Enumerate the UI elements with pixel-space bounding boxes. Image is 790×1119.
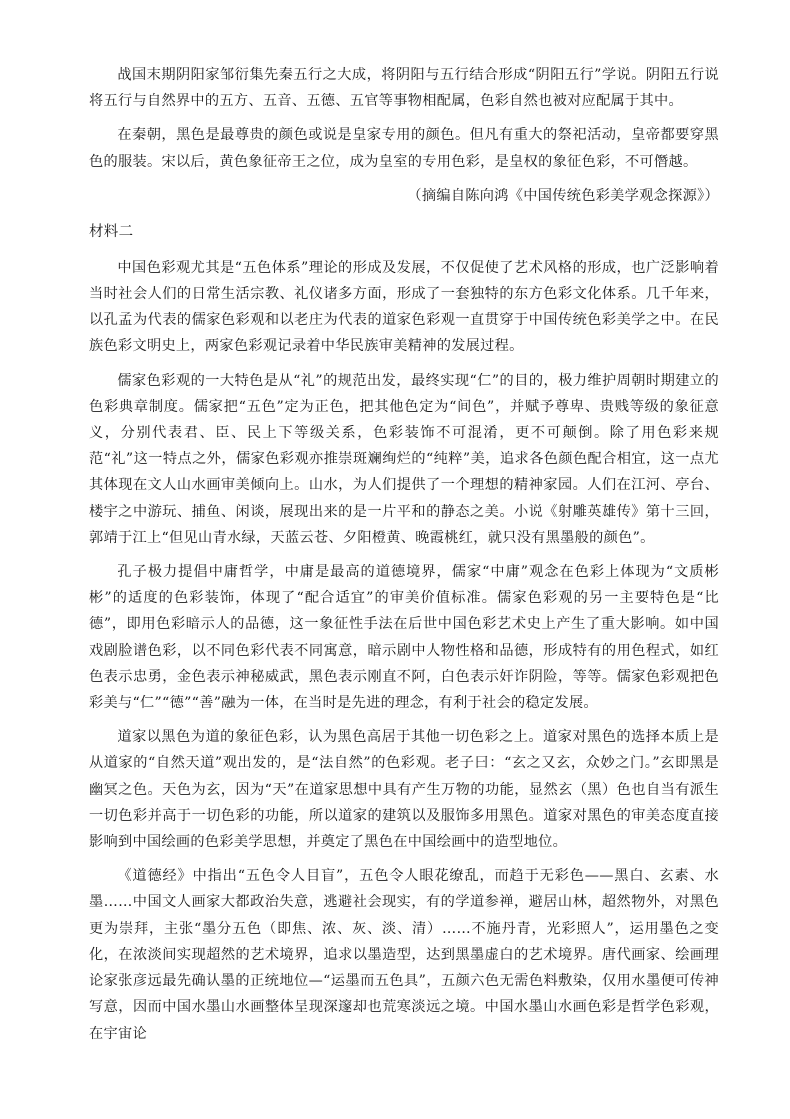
document-page: [89, 62, 719, 1055]
intro-paragraph-2: 在秦朝，黑色是最尊贵的颜色或说是皇家专用的颜色。但凡有重大的祭祀活动，皇帝都要穿黑色的服装。宋以后，黄色象征帝王之位，成为皇室的专用色彩，是皇权的象征色彩，不可僭越。: [89, 127, 719, 170]
material2-paragraph-5: 《道德经》中指出“五色令人目盲”，五色令人眼花缭乱，而趋于无彩色——黑白、玄素、水墨……中国文人画家大都政治失意，逃避社会现实，有的学道参禅，避居山林，超然物外，对黑色更为崇拜，主张“墨分五色（即焦、浓、灰、淡、清）……不施丹青，光彩照人”，运用墨色之变化，在浓淡间实现超然的艺术境界，追求以墨造型，达到黑墨虚白的艺术境界。唐代画家、绘画理论家张彦远最先确认墨的正统地位—“运墨而五色具”，五颜六色无需色料敷染，仅用水墨便可传神写意，因而中国水墨山水画整体呈现深邃却也荒寒淡远之境。中国水墨山水画色彩是哲学色彩观，在宇宙论: [89, 868, 719, 1042]
material2-paragraph-2: 儒家色彩观的一大特色是从“礼”的规范出发，最终实现“仁”的目的，极力维护周朝时期建立的色彩典章制度。儒家把“五色”定为正色，把其他色定为“间色”，并赋予尊卑、贵贱等级的象征意义，分别代表君、臣、民上下等级关系，色彩装饰不可混淆，更不可颠倒。除了用色彩来规范“礼”这一特点之外，儒家色彩观亦推崇斑斓绚烂的“纯粹”美，追求各色颜色配合相宜，这一点尤其体现在文人山水画审美倾向上。山水，为人们提供了一个理想的精神家园。人们在江河、亭台、楼宇之中游玩、捕鱼、闲谈，展现出来的是一片平和的静态之美。小说《射雕英雄传》第十三回，郭靖于江上“但见山青水绿，天蓝云苍、夕阳橙黄、晚霞桃红，就只没有黑墨般的颜色”。: [89, 372, 719, 546]
material2-paragraph-4: 道家以黑色为道的象征色彩，认为黑色高居于其他一切色彩之上。道家对黑色的选择本质上是从道家的“自然天道”观出发的，是“法自然”的色彩观。老子曰：“玄之又玄，众妙之门。”玄即黑是幽冥之色。天色为玄，因为“天”在道家思想中具有产生万物的功能，显然玄（黑）色也自当有派生一切色彩并高于一切色彩的功能，所以道家的建筑以及服饰多用黑色。道家对黑色的审美态度直接影响到中国绘画的色彩美学思想，并奠定了黑色在中国绘画中的造型地位。: [89, 729, 719, 851]
material2-paragraph-1: 中国色彩观尤其是“五色体系”理论的形成及发展，不仅促使了艺术风格的形成，也广泛影响着当时社会人们的日常生活宗教、礼仪诸多方面，形成了一套独特的东方色彩文化体系。几千年来，以孔孟为代表的儒家色彩观和以老庄为代表的道家色彩观一直贯穿于中国传统色彩美学之中。在民族色彩文明史上，两家色彩观记录着中华民族审美精神的发展过程。: [89, 259, 719, 355]
section-heading-material-two: 材料二: [89, 223, 134, 240]
intro-paragraph-1: 战国末期阴阳家邹衍集先秦五行之大成，将阴阳与五行结合形成“阴阳五行”学说。阴阳五行说将五行与自然界中的五方、五音、五德、五官等事物相配属，色彩自然也被对应配属于其中。: [89, 67, 719, 110]
material2-paragraph-3: 孔子极力提倡中庸哲学，中庸是最高的道德境界，儒家“中庸”观念在色彩上体现为“文质彬彬”的适度的色彩装饰，体现了“配合适宜”的审美价值标准。儒家色彩观的另一主要特色是“比德”，即用色彩暗示人的品德，这一象征性手法在后世中国色彩艺术史上产生了重大影响。如中国戏剧脸谱色彩，以不同色彩代表不同寓意，暗示剧中人物性格和品德，形成特有的用色程式，如红色表示忠勇，金色表示神秘威武，黑色表示刚直不阿，白色表示奸诈阴险，等等。儒家色彩观把色彩美与“仁”“德”“善”融为一体，在当时是先进的理念，有利于社会的稳定发展。: [89, 564, 719, 712]
source-citation: （摘编自陈向鸿《中国传统色彩美学观念探源》）: [407, 187, 719, 204]
